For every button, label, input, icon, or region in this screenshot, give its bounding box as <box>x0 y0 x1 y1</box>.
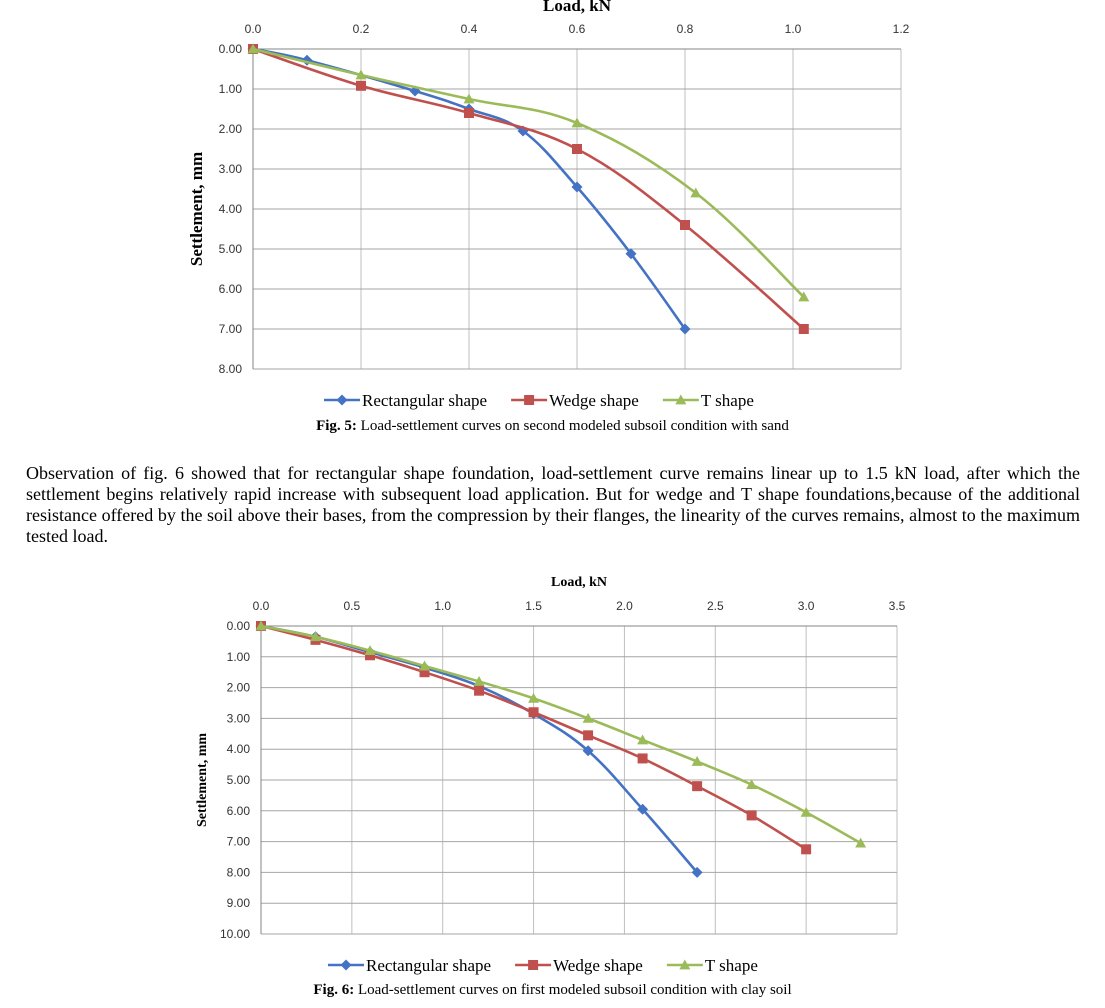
figure-6-chart <box>0 570 1105 1008</box>
fig5-y-tick-label: 0.00 <box>218 42 242 56</box>
fig5-wedge-shape-point <box>572 144 582 154</box>
fig5-wedge-shape-point <box>680 220 690 230</box>
fig5-x-tick-label: 1.2 <box>892 22 910 36</box>
fig5-y-axis-title: Settlement, mm <box>187 151 206 267</box>
fig6-y-tick-label: 6.00 <box>226 803 250 818</box>
fig6-y-tick-label: 3.00 <box>226 711 250 726</box>
fig6-y-tick-label: 10.00 <box>219 927 250 941</box>
fig6-y-tick-label: 0.00 <box>226 619 250 633</box>
fig5-y-tick-label: 6.00 <box>218 282 242 296</box>
fig6-x-axis-title: Load, kN <box>550 575 608 590</box>
figure-5-caption-text: Load-settlement curves on second modeled subsoil condition with sand <box>356 418 789 434</box>
fig6-wedge-shape-point <box>583 730 593 740</box>
fig6-y-axis-title: Settlement, mm <box>195 732 210 828</box>
fig5-x-axis-title: Load, kN <box>542 0 612 15</box>
fig5-x-tick-label: 0.6 <box>568 22 586 36</box>
figure-6-caption-label: Fig. 6: <box>313 982 355 998</box>
fig6-x-tick-label: 3.0 <box>797 599 815 613</box>
fig5-x-tick-label: 0.8 <box>676 22 694 36</box>
fig5-legend-t-shape-label: T shape <box>700 391 754 410</box>
fig6-wedge-shape-point <box>474 686 484 696</box>
fig6-y-tick-label: 8.00 <box>226 865 250 880</box>
fig6-x-tick-label: 1.5 <box>525 599 542 613</box>
fig6-wedge-shape-point <box>529 707 539 717</box>
fig6-wedge-shape-point <box>692 781 702 791</box>
fig5-y-tick-label: 8.00 <box>218 362 242 376</box>
fig6-wedge-shape-point <box>638 753 648 763</box>
fig5-y-tick-label: 4.00 <box>218 202 242 216</box>
fig6-legend-wedge-shape-label: Wedge shape <box>553 956 643 975</box>
fig5-legend-wedge-shape-label: Wedge shape <box>549 391 639 410</box>
fig6-x-tick-label: 1.0 <box>434 599 452 613</box>
fig5-x-tick-label: 0.0 <box>244 22 262 36</box>
fig5-legend-rectangular-shape-marker <box>337 395 348 406</box>
fig5-y-tick-label: 2.00 <box>218 122 242 136</box>
fig5-x-tick-label: 0.2 <box>352 22 370 36</box>
fig6-legend-rectangular-shape-label: Rectangular shape <box>366 956 492 975</box>
fig6-y-tick-label: 1.00 <box>226 649 250 664</box>
fig5-t-shape-line <box>253 49 804 297</box>
fig5-x-tick-label: 1.0 <box>784 22 802 36</box>
fig6-y-tick-label: 4.00 <box>226 742 250 757</box>
fig5-wedge-shape-point <box>799 324 809 334</box>
fig5-wedge-shape-line <box>253 49 804 329</box>
figure-6 <box>0 570 1105 1008</box>
body-paragraph: Observation of fig. 6 showed that for rectangular shape foundation, load-settlement curve remains linear up to 1.5 kN load, after which the settlement begins relatively rapid increase with subsequent load application. But for wedge and T shape foundations,because of the additional resistance offered by the soil above their bases, from the compression by their flanges, the linearity of the curves remains, almost to the maximum tested load. <box>26 463 1080 546</box>
fig6-y-tick-label: 9.00 <box>226 896 250 911</box>
fig6-x-tick-label: 2.5 <box>706 599 724 613</box>
fig6-wedge-shape-point <box>747 810 757 820</box>
fig5-y-tick-label: 3.00 <box>218 162 242 176</box>
fig6-legend-rectangular-shape-marker <box>341 960 352 971</box>
fig6-wedge-shape-point <box>801 844 811 854</box>
fig5-legend-rectangular-shape-label: Rectangular shape <box>362 391 488 410</box>
fig6-t-shape-point <box>855 838 866 848</box>
figure-5-caption-label: Fig. 5: <box>316 418 357 434</box>
fig5-y-tick-label: 7.00 <box>218 322 242 336</box>
fig5-wedge-shape-point <box>464 108 474 118</box>
fig5-wedge-shape-point <box>356 81 366 91</box>
fig6-x-tick-label: 3.5 <box>888 599 906 613</box>
figure-5-caption <box>0 418 1105 435</box>
fig6-legend-wedge-shape-marker <box>528 960 538 970</box>
fig5-x-tick-label: 0.4 <box>460 22 478 36</box>
fig6-x-tick-label: 0.0 <box>252 599 270 613</box>
fig6-x-tick-label: 0.5 <box>343 599 361 613</box>
fig5-legend-wedge-shape-marker <box>524 395 534 405</box>
fig5-y-tick-label: 1.00 <box>218 82 242 96</box>
fig6-x-tick-label: 2.0 <box>616 599 633 613</box>
figure-5-chart <box>0 0 1105 440</box>
fig6-y-tick-label: 5.00 <box>226 773 250 787</box>
fig5-y-tick-label: 5.00 <box>218 242 242 256</box>
fig6-y-tick-label: 7.00 <box>226 834 250 849</box>
fig6-y-tick-label: 2.00 <box>226 680 250 695</box>
figure-6-caption <box>0 982 1105 999</box>
fig6-legend-t-shape-label: T shape <box>704 956 758 975</box>
figure-6-caption-text: Load-settlement curves on first modeled subsoil condition with clay soil <box>354 982 792 998</box>
fig6-t-shape-point <box>801 807 812 817</box>
figure-5 <box>0 0 1105 440</box>
